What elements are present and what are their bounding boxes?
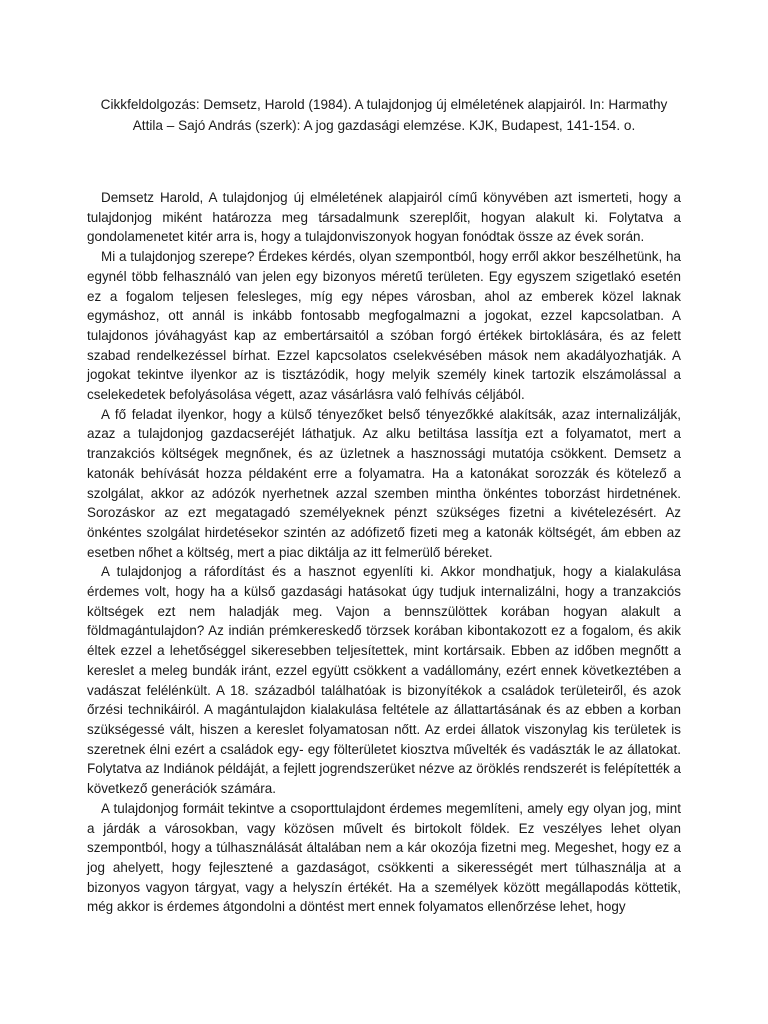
paragraph: Mi a tulajdonjog szerepe? Érdekes kérdés, olyan szempontból, hogy erről akkor beszélhetünk, ha egynél több felhasználó van jelen egy bizonyos méretű területen. Egy egyszem szigetlakó esetén ez a fogalom teljesen felesleges, míg egy népes városban, ahol az emberek közel laknak egymáshoz, ott annál is inkább fontosabb megfogalmazni a jogokat, ezzel kapcsolatban. A tulajdonos jóváhagyást kap az embertársaitól a szóban forgó értékek birtoklására, és az felett szabad rendelkezéssel bírhat. Ezzel kapcsolatos cselekvésében mások nem akadályozhatják. A jogokat tekintve ilyenkor az is tisztázódik, hogy melyik személy kinek tartozik elszámolással a cselekedetek befolyásolása végett, azaz vásárlásra való felhívás céljából. <box>87 249 681 403</box>
article-body <box>87 188 681 917</box>
citation-line-1: Cikkfeldolgozás: Demsetz, Harold (1984). A tulajdonjog új elméletének alapjairól. In: Harmathy <box>100 97 668 112</box>
citation-line-2: Attila – Sajó András (szerk): A jog gazdasági elemzése. KJK, Budapest, 141-154. o. <box>132 118 636 133</box>
paragraph: A fő feladat ilyenkor, hogy a külső tényezőket belső tényezőkké alakítsák, azaz internalizálják, azaz a tulajdonjog gazdacseréjét láthatjuk. Az alku betiltása lassítja ezt a folyamatot, mert a tranzakciós költségek megnőnek, és az üzletnek a hasznossági mutatója csökkent. Demsetz a katonák behívását hozza példaként erre a folyamatra. Ha a katonákat sorozzák és kötelező a szolgálat, akkor az adózók nyerhetnek azzal szemben mintha önkéntes toborzást hirdetnének. Sorozáskor az ezt megatagadó személyeknek pénzt szükséges fizetni a kivételezésért. Az önkéntes szolgálat hirdetésekor szintén az adófizető fizeti meg a katonák költségét, ám ebben az esetben nőhet a költség, mert a piac diktálja az itt felmerülő béreket. <box>87 406 681 560</box>
paragraph: A tulajdonjog a ráfordítást és a hasznot egyenlíti ki. Akkor mondhatjuk, hogy a kialakulása érdemes volt, hogy ha a külső gazdasági hatásokat úgy tudjuk internalizálni, hogy a tranzakciós költségek ezt nem haladják meg. Vajon a bennszülöttek korában hogyan alakult a földmagántulajdon? Az indián prémkereskedő törzsek korában kibontakozott ez a fogalom, és akik éltek ezzel a lehetőséggel sikeresebben teljesítettek, mint kortársaik. Ebben az időben megnőtt a kereslet a meleg bundák iránt, ezzel együtt csökkent a vadállomány, ezért ennek következtében a vadászat felélénkült. A 18. századból találhatóak is bizonyítékok a családok területeiről, és azok őrzési technikáiról. A magántulajdon kialakulása feltétele az állattartásának és az ebben a korban szükségessé vált, hiszen a kereslet folyamatosan nőtt. Az erdei állatok viszonylag kis területek is szeretnek élni ezért a családok egy- egy fölterületet kiosztva művelték és vadászták le az állatokat. Folytatva az Indiánok példáját, a fejlett jogrendszerüket nézve az öröklés rendszerét is felépítették a következő generációk számára. <box>87 564 681 797</box>
paragraph: Demsetz Harold, A tulajdonjog új elméletének alapjairól című könyvében azt ismerteti, hogy a tulajdonjog miként határozza meg társadalmunk szereplőit, hogyan alakult ki. Folytatva a gondolamenetet kitér arra is, hogy a tulajdonviszonyok hogyan fonódtak össze az évek során. <box>87 190 681 245</box>
paragraph: A tulajdonjog formáit tekintve a csoporttulajdont érdemes megemlíteni, amely egy olyan jog, mint a járdák a városokban, vagy közösen művelt és birtokolt földek. Ez veszélyes lehet olyan szempontból, hogy a túlhasználását általában nem a kár okozója fizetni meg. Megeshet, hogy ez a jog ahelyett, hogy fejlesztené a gazdaságot, csökkenti a sikerességét mert túlhasználja at a bizonyos vagyon tárgyat, vagy a helyszín értékét. Ha a személyek között megállapodás köttetik, még akkor is érdemes átgondolni a döntést mert ennek folyamatos ellenőrzése lehet, hogy <box>87 800 681 915</box>
citation-header <box>87 94 681 136</box>
